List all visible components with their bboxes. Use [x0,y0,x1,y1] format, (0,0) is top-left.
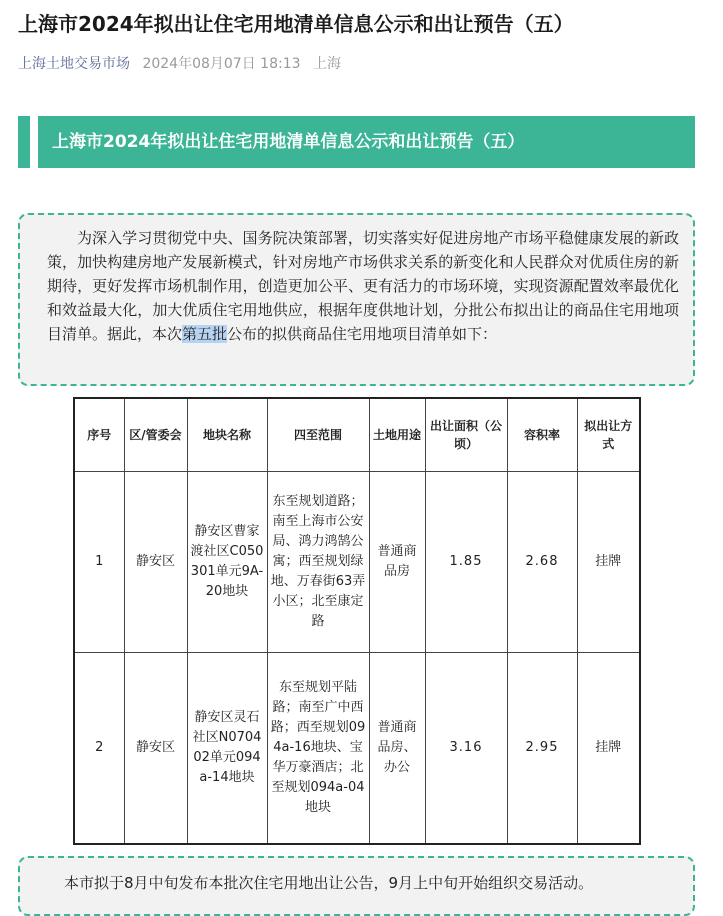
header-plot-name: 地块名称 [187,398,267,472]
table-row [74,653,640,845]
header-district: 区/管委会 [124,398,187,472]
banner-accent-bar [18,116,30,168]
header-land-use: 土地用途 [369,398,425,472]
cell-land-use: 普通商品房、办公 [369,653,425,845]
header-far: 容积率 [507,398,577,472]
article-meta [18,54,341,74]
cell-area: 1.85 [425,472,507,653]
cell-district: 静安区 [124,472,187,653]
cell-method: 挂牌 [577,472,640,653]
cell-boundaries: 东至规划道路；南至上海市公安局、鸿力鸿鹄公寓；西至规划绿地、万春街63弄小区；北至康定路 [267,472,369,653]
cell-boundaries: 东至规划平陆路；南至广中西路；西至规划094a-16地块、宝华万豪酒店；北至规划094a-04地块 [267,653,369,845]
footer-notice-box [18,856,695,916]
intro-text-before: 为深入学习贯彻党中央、国务院决策部署，切实落实好促进房地产市场平稳健康发展的新政策，加快构建房地产发展新模式，针对房地产市场供求关系的新变化和人民群众对优质住房的新期待，更好发挥市场机制作用，创造更加公平、更有活力的市场环境，实现资源配置效率最优化和效益最大化，加大优质住宅用地供应，根据年度供地计划，分批公布拟出让的商品住宅用地项目清单。据此，本次 [47,229,679,343]
publish-date: 2024年08月07日 18:13 [142,56,301,72]
cell-method: 挂牌 [577,653,640,845]
footer-notice-text: 本市拟于8月中旬发布本批次住宅用地出让公告，9月上中旬开始组织交易活动。 [64,874,594,892]
cell-district: 静安区 [124,653,187,845]
cell-plot-name: 静安区曹家渡社区C050301单元9A-20地块 [187,472,267,653]
table-header-row [74,398,640,472]
section-banner: 上海市2024年拟出让住宅用地清单信息公示和出让预告（五） [38,116,695,168]
cell-area: 3.16 [425,653,507,845]
header-method: 拟出让方式 [577,398,640,472]
land-plot-table [73,397,641,845]
cell-seq: 2 [74,653,124,845]
intro-highlight: 第五批 [182,325,228,343]
header-area: 出让面积（公顷） [425,398,507,472]
cell-seq: 1 [74,472,124,653]
cell-far: 2.68 [507,472,577,653]
source-link[interactable]: 上海土地交易市场 [18,56,130,72]
cell-land-use: 普通商品房 [369,472,425,653]
cell-far: 2.95 [507,653,577,845]
intro-box [18,213,695,386]
header-seq: 序号 [74,398,124,472]
intro-text-after: 公布的拟供商品住宅用地项目清单如下： [227,325,498,343]
intro-paragraph [47,226,679,346]
cell-plot-name: 静安区灵石社区N070402单元094a-14地块 [187,653,267,845]
table-row [74,472,640,653]
publish-location: 上海 [312,56,341,72]
header-boundaries: 四至范围 [267,398,369,472]
article-title: 上海市2024年拟出让住宅用地清单信息公示和出让预告（五） [18,12,574,36]
